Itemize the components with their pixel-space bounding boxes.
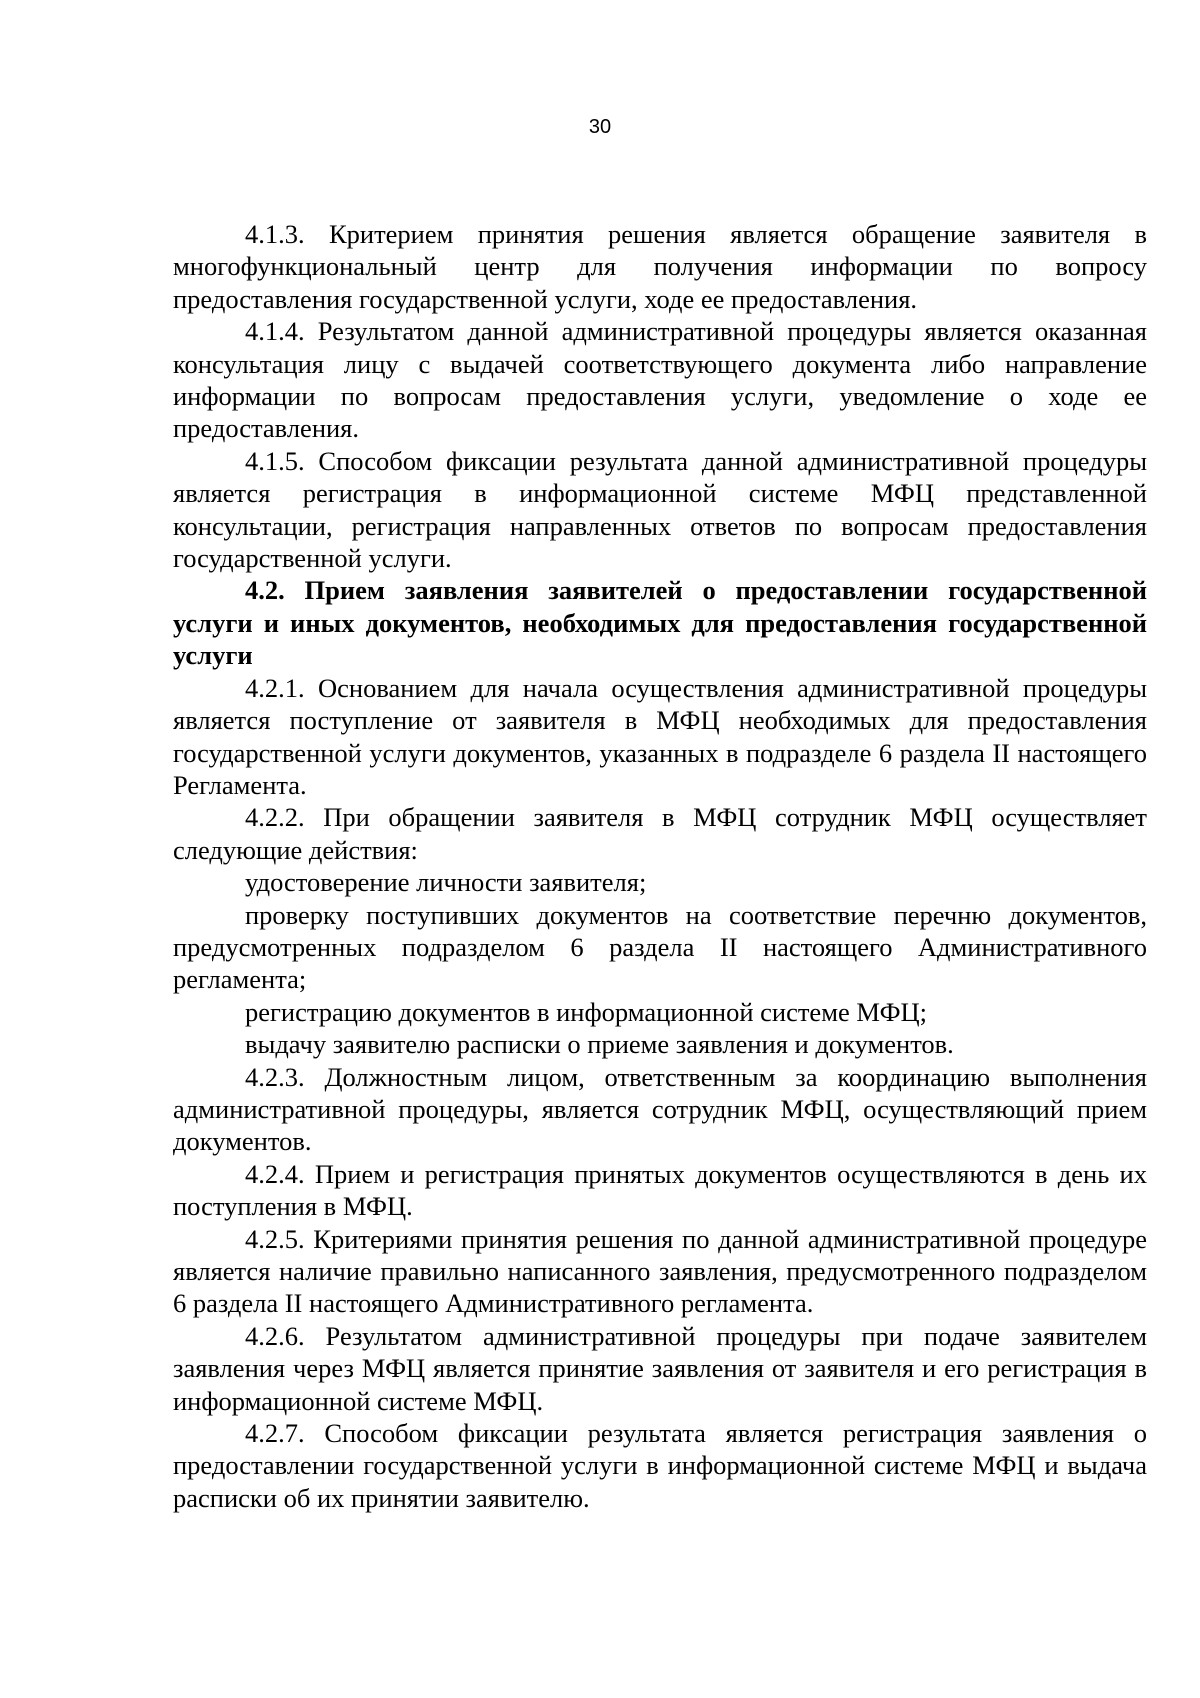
paragraph-4-2-5: 4.2.5. Критериями принятия решения по данной административной процедуре является наличие правильно написанного заявления, предусмотренного подразделом 6 раздела II настоящего Административного регламента.: [173, 1223, 1147, 1319]
paragraph-4-1-3: 4.1.3. Критерием принятия решения является обращение заявителя в многофункциональный центр для получения информации по вопросу предоставления государственной услуги, ходе ее предоставления.: [173, 219, 1147, 314]
paragraph-4-2-6: 4.2.6. Результатом административной процедуры при подаче заявителем заявления через МФЦ является принятие заявления от заявителя и его регистрация в информационной системе МФЦ.: [173, 1320, 1147, 1416]
paragraph-4-2-3: 4.2.3. Должностным лицом, ответственным за координацию выполнения административной процедуры, является сотрудник МФЦ, осуществляющий прием документов.: [173, 1061, 1147, 1157]
paragraph-4-2-2: 4.2.2. При обращении заявителя в МФЦ сотрудник МФЦ осуществляет следующие действия:: [173, 802, 1147, 865]
paragraph-4-2-4: 4.2.4. Прием и регистрация принятых документов осуществляются в день их поступления в МФЦ.: [173, 1158, 1147, 1222]
list-item-identity: удостоверение личности заявителя;: [245, 867, 647, 898]
page-number: 30: [588, 116, 612, 138]
list-item-receipt: выдачу заявителю расписки о приеме заявления и документов.: [245, 1029, 954, 1060]
list-item-document-check: проверку поступивших документов на соответствие перечню документов, предусмотренных подразделом 6 раздела II настоящего Административного регламента;: [173, 899, 1147, 995]
list-item-registration: регистрацию документов в информационной системе МФЦ;: [245, 996, 927, 1027]
paragraph-4-1-4: 4.1.4. Результатом данной административной процедуры является оказанная консультация лицу с выдачей соответствующего документа либо направление информации по вопросам предоставления услуги, уведомление о ходе ее предоставления.: [173, 316, 1147, 444]
section-heading-4-2: 4.2. Прием заявления заявителей о предоставлении государственной услуги и иных документов, необходимых для предоставления государственной услуги: [173, 575, 1147, 671]
paragraph-4-2-7: 4.2.7. Способом фиксации результата является регистрация заявления о предоставлении государственной услуги в информационной системе МФЦ и выдача расписки об их принятии заявителю.: [173, 1418, 1147, 1513]
paragraph-4-1-5: 4.1.5. Способом фиксации результата данной административной процедуры является регистрация в информационной системе МФЦ представленной консультации, регистрация направленных ответов по вопросам предоставления государственной услуги.: [173, 445, 1147, 574]
document-body: [173, 218, 1147, 1514]
paragraph-4-2-1: 4.2.1. Основанием для начала осуществления административной процедуры является поступление от заявителя в МФЦ необходимых для предоставления государственной услуги документов, указанных в подразделе 6 раздела II настоящего Регламента.: [173, 672, 1147, 800]
